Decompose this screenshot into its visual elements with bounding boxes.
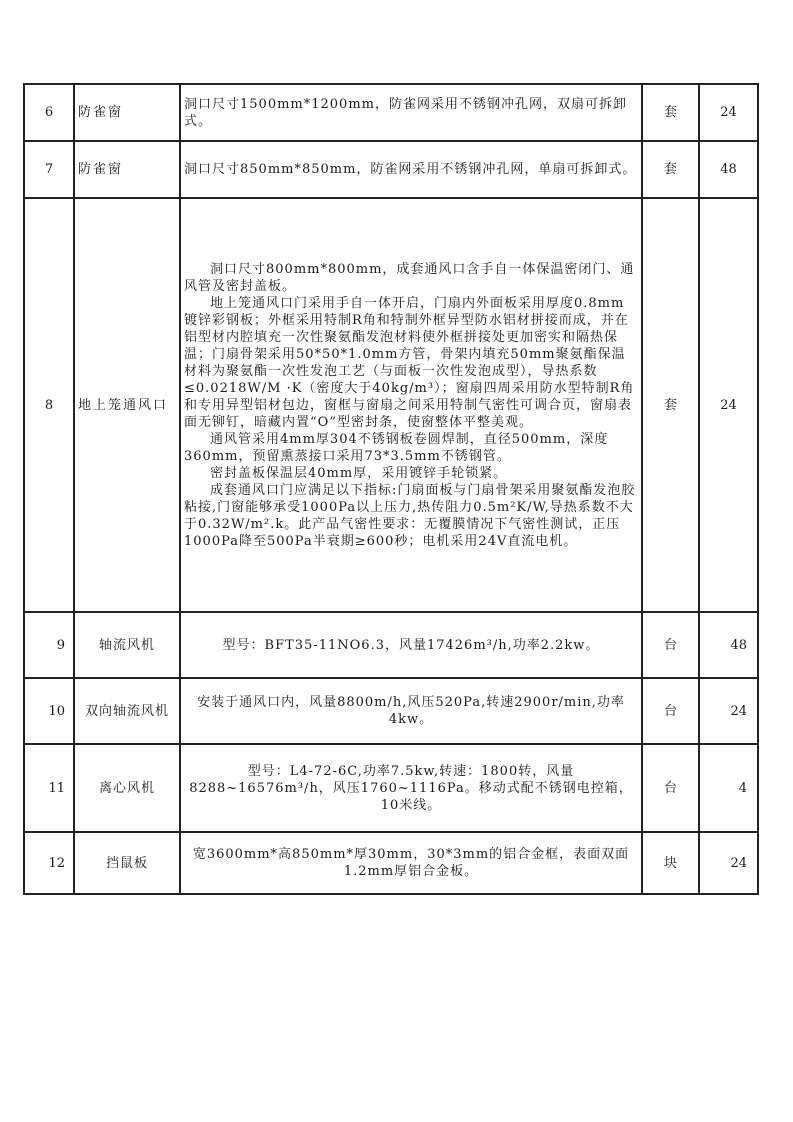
row-number: 11 <box>24 744 74 832</box>
item-name: 离心风机 <box>74 744 180 832</box>
item-name: 双向轴流风机 <box>74 678 180 744</box>
item-description <box>180 678 642 744</box>
item-quantity: 48 <box>699 612 758 678</box>
item-quantity: 4 <box>699 744 758 832</box>
item-quantity: 24 <box>699 678 758 744</box>
item-description <box>180 84 642 141</box>
equipment-spec-table <box>23 83 759 895</box>
table-row <box>24 198 758 612</box>
item-name: 防雀窗 <box>74 141 180 198</box>
table-row <box>24 678 758 744</box>
item-quantity: 24 <box>699 832 758 894</box>
item-name: 防雀窗 <box>74 84 180 141</box>
row-number: 9 <box>24 612 74 678</box>
description-paragraph: 成套通风口门应满足以下指标:门扇面板与门扇骨架采用聚氨酯发泡胶粘接,门窗能够承受1000Pa以上压力,热传阻力0.5m²K/W,导热系数不大于0.32W/m².k。此产品气密性要求：无覆膜情况下气密性测试，正压1000Pa降至500Pa半衰期≥600秒；电机采用24V直流电机。 <box>184 482 636 549</box>
item-unit: 台 <box>642 612 699 678</box>
item-unit: 套 <box>642 84 699 141</box>
item-description <box>180 141 642 198</box>
description-paragraph: 型号：BFT35-11NO6.3，风量17426m³/h,功率2.2kw。 <box>222 637 600 653</box>
item-description <box>180 832 642 894</box>
item-description <box>180 744 642 832</box>
item-quantity: 24 <box>699 84 758 141</box>
item-unit: 台 <box>642 678 699 744</box>
item-name: 挡鼠板 <box>74 832 180 894</box>
description-paragraph: 地上笼通风口门采用手自一体开启，门扇内外面板采用厚度0.8mm镀锌彩钢板；外框采用特制R角和特制外框异型防水铝材拼接而成，并在铝型材内腔填充一次性聚氨酯发泡材料使外框拼接处更加密实和隔热保温；门扇骨架采用50*50*1.0mm方管，骨架内填充50mm聚氨酯保温材料为聚氨酯一次性发泡工艺（与面板一次性发泡成型），导热系数≤0.0218W/M ·K（密度大于40kg/m³）；窗扇四周采用防水型特制R角和专用异型铝材包边，窗框与窗扇之间采用特制气密性可调合页，窗扇表面无铆钉，暗藏内置“O”型密封条，使窗整体平整美观。 <box>184 295 635 430</box>
description-paragraph: 通风管采用4mm厚304不锈钢板卷圆焊制，直径500mm，深度360mm，预留熏蒸接口采用73*3.5mm不锈钢管。 <box>184 431 609 464</box>
row-number: 12 <box>24 832 74 894</box>
description-paragraph: 洞口尺寸800mm*800mm，成套通风口含手自一体保温密闭门、通风管及密封盖板。 <box>184 261 635 294</box>
row-number: 7 <box>24 141 74 198</box>
row-number: 10 <box>24 678 74 744</box>
table-row <box>24 141 758 198</box>
description-paragraph: 安装于通风口内，风量8800m/h,风压520Pa,转速2900r/min,功率4kw。 <box>197 695 625 727</box>
description-paragraph: 洞口尺寸1500mm*1200mm，防雀网采用不锈钢冲孔网，双扇可拆卸式。 <box>184 96 627 129</box>
item-description <box>180 612 642 678</box>
table-row <box>24 612 758 678</box>
description-paragraph: 洞口尺寸850mm*850mm，防雀网采用不锈钢冲孔网，单扇可拆卸式。 <box>184 162 637 177</box>
table-row <box>24 744 758 832</box>
description-paragraph: 宽3600mm*高850mm*厚30mm，30*3mm的铝合金框，表面双面1.2mm厚铝合金板。 <box>192 847 630 879</box>
description-paragraph: 密封盖板保温层40mm厚，采用镀锌手轮锁紧。 <box>210 465 508 481</box>
row-number: 8 <box>24 198 74 612</box>
item-unit: 块 <box>642 832 699 894</box>
table-row <box>24 832 758 894</box>
item-quantity: 48 <box>699 141 758 198</box>
row-number: 6 <box>24 84 74 141</box>
item-name: 地上笼通风口 <box>74 198 180 612</box>
item-description <box>180 198 642 612</box>
table-row <box>24 84 758 141</box>
item-name: 轴流风机 <box>74 612 180 678</box>
item-unit: 套 <box>642 198 699 612</box>
description-paragraph: 型号：L4-72-6C,功率7.5kw,转速：1800转，风量8288~16576m³/h，风压1760~1116Pa。移动式配不锈钢电控箱，10米线。 <box>189 763 633 813</box>
item-unit: 台 <box>642 744 699 832</box>
item-unit: 套 <box>642 141 699 198</box>
item-quantity: 24 <box>699 198 758 612</box>
